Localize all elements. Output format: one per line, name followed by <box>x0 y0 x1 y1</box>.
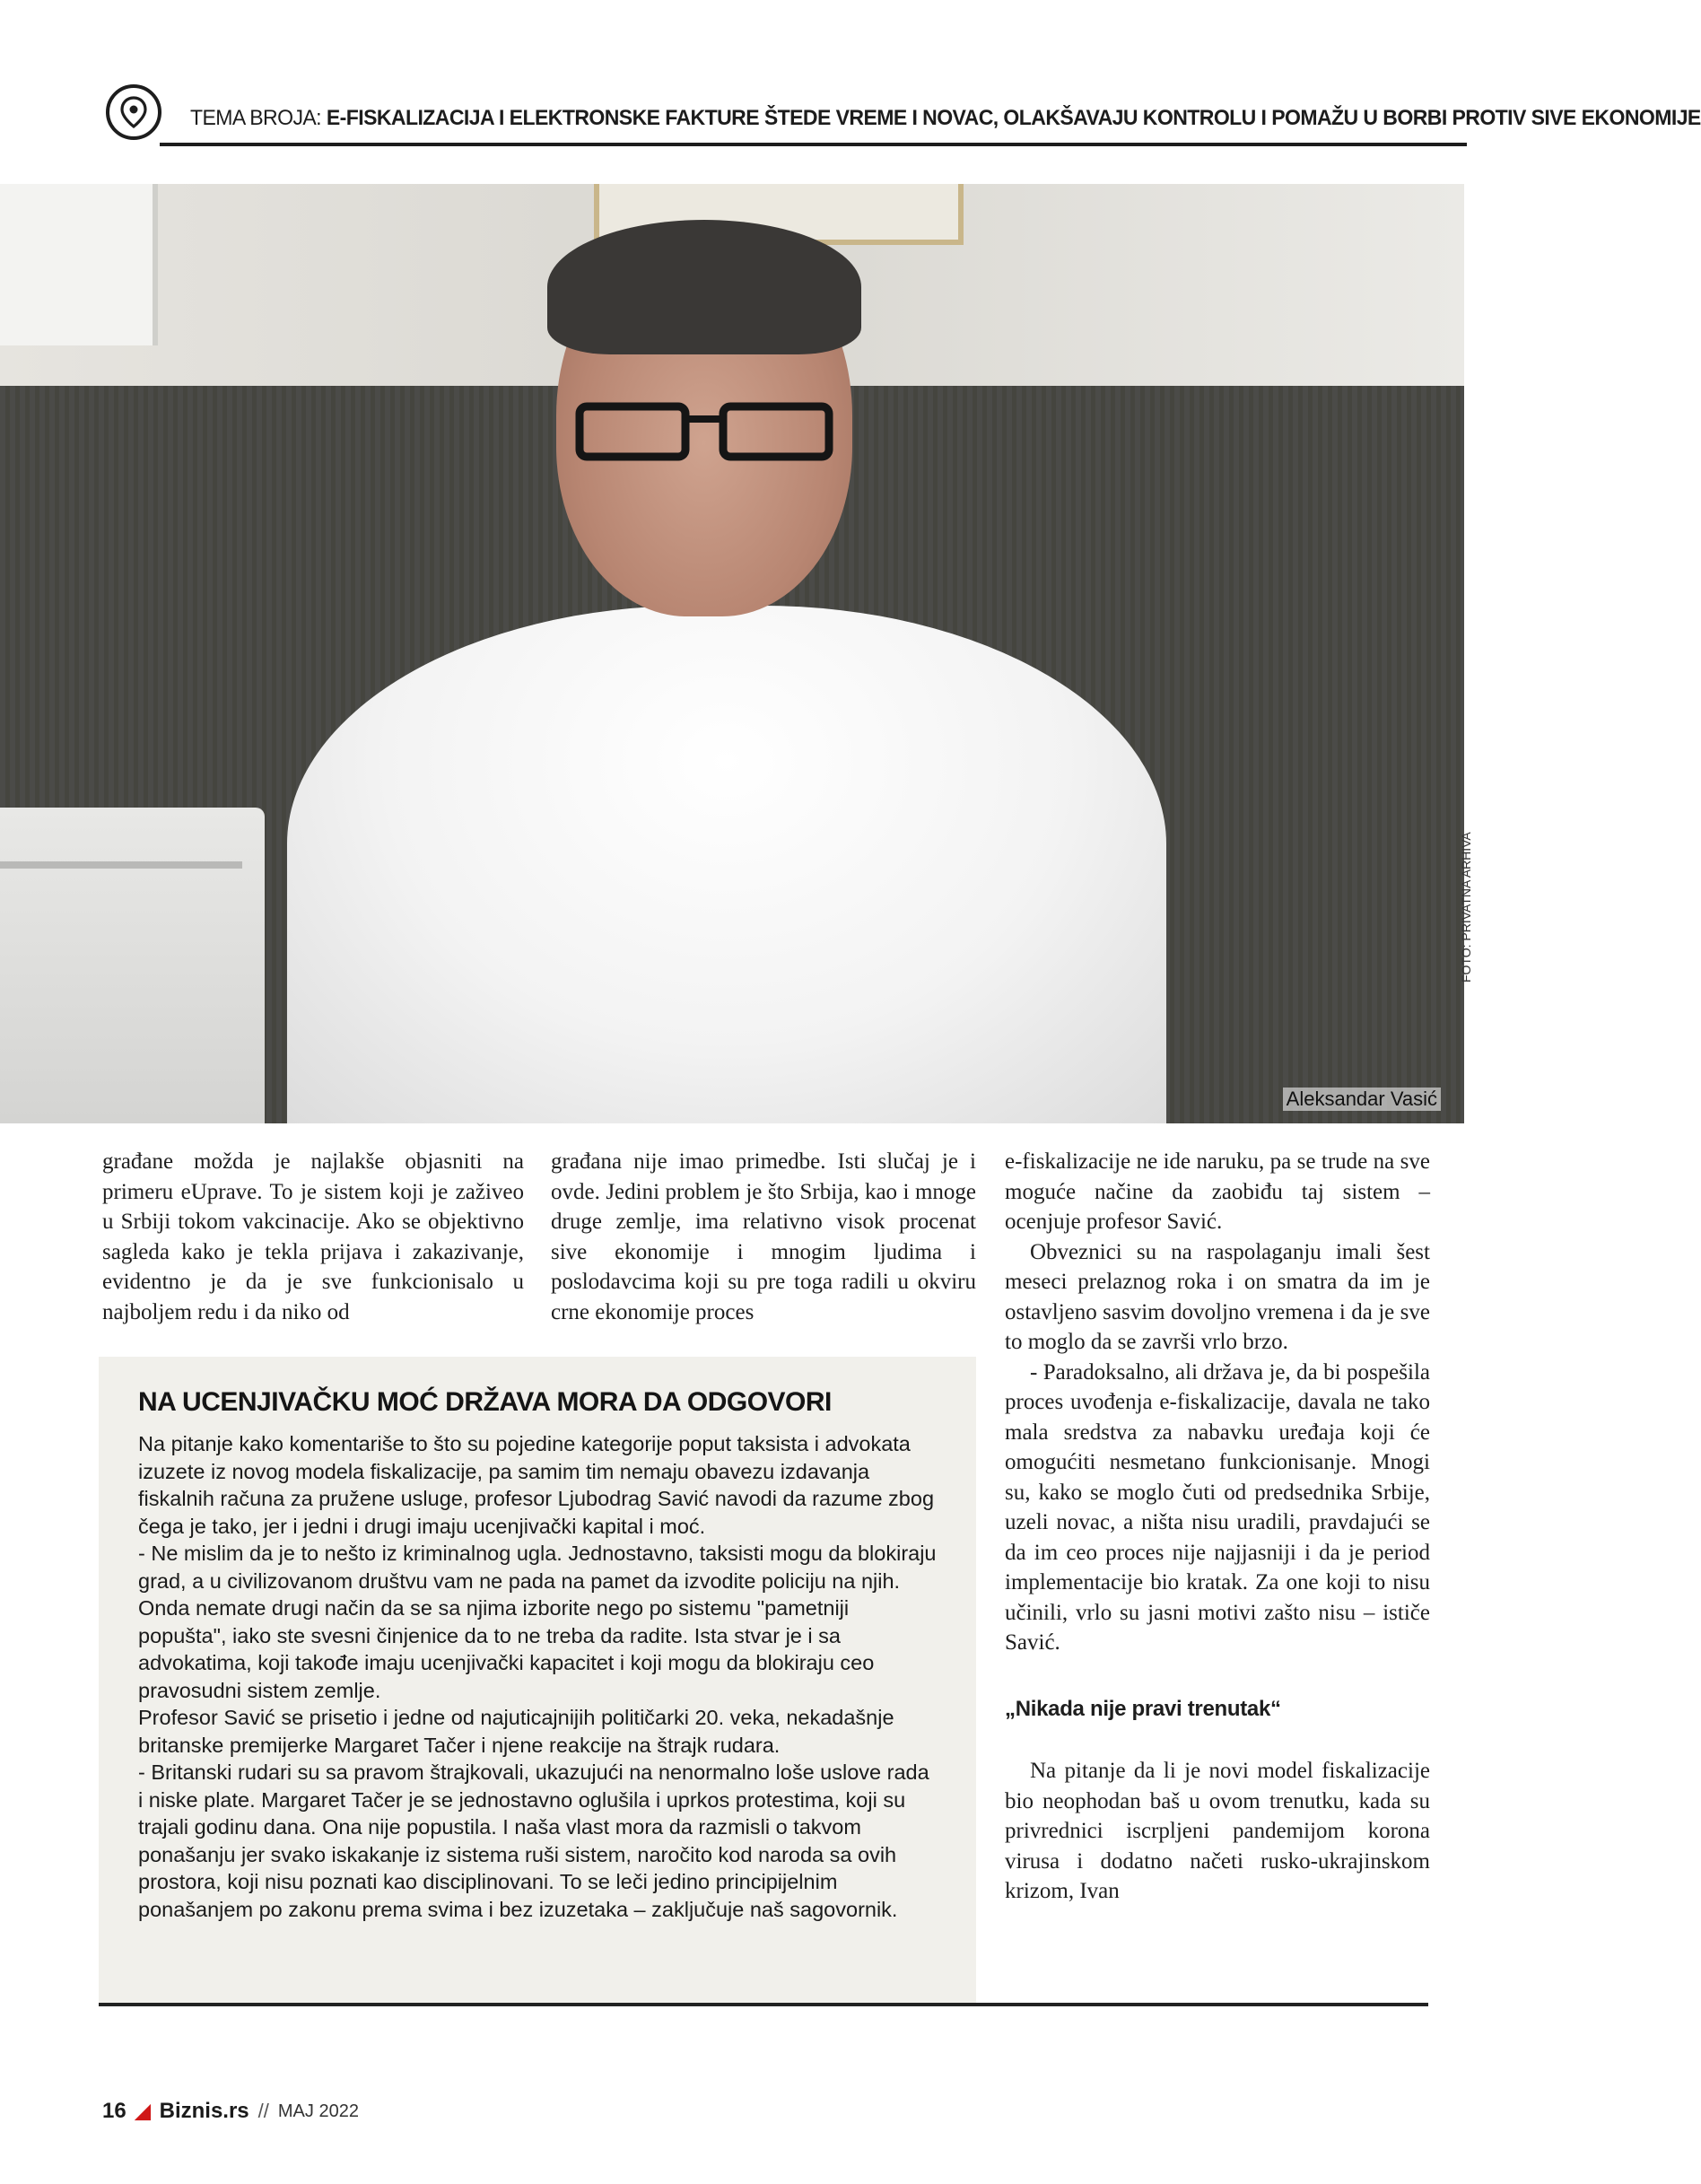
footer-separator: // <box>257 2100 269 2122</box>
section-title: E-FISKALIZACIJA I ELEKTRONSKE FAKTURE ŠTEDE VREME I NOVAC, OLAKŠAVAJU KONTROLU I POMAŽU U BORBI PROTIV SIVE EKONOMIJE <box>326 106 1701 130</box>
article-column-2 <box>551 1147 976 1327</box>
box-body <box>138 1430 937 1923</box>
header-rule <box>160 143 1467 146</box>
paragraph: Na pitanje da li je novi model fiskalizacije bio neophodan baš u ovom trenutku, kada su privrednici iscrpljeni pandemijom korona virusa i dodatno načeti rusko-ukrajinskom krizom, Ivan <box>1005 1759 1430 1903</box>
article-column-1 <box>102 1147 524 1327</box>
subheading: „Nikada nije pravi trenutak“ <box>1005 1696 1281 1721</box>
box-title: NA UCENJIVAČKU MOĆ DRŽAVA MORA DA ODGOVORI <box>138 1387 832 1417</box>
box-paragraph: Na pitanje kako komentariše to što su pojedine kategorije poput taksista i advokata izuzete iz novog modela fiskalizacije, pa samim tim nemaju obavezu izdavanja fiskalnih računa za pružene usluge, profesor Ljubodrag Savić navodi da razume zbog čega je tako, jer i jedni i drugi imaju ucenjivački kapital i moć. <box>138 1432 935 1538</box>
page-footer <box>102 2099 359 2124</box>
logo-mark-icon: ◢ <box>135 2100 151 2122</box>
portrait-photo <box>0 184 1464 1123</box>
box-paragraph: - Britanski rudari su sa pravom štrajkovali, ukazujući na nenormalno loše uslove rada i niske plate. Margaret Tačer je se jednostavno oglušila i uprkos protestima, koji su trajali godinu dana. Ona nije popustila. I naša vlast mora da razmisli o takvom ponašanju jer svako iskakanje iz sistema ruši sistem, naročito kod naroda sa ovih prostora, koji nisu poznati kao disciplinovani. To se leči jedino principijelnim ponašanjem po zakonu prema svima i bez izuzetaka – zaključuje naš sagovornik. <box>138 1760 929 1921</box>
photo-caption: Aleksandar Vasić <box>1283 1088 1441 1111</box>
section-header <box>190 106 1701 131</box>
box-paragraph: - Ne mislim da je to nešto iz kriminalnog ugla. Jednostavno, taksisti mogu da blokiraju grad, a u civilizovanom društvu vam ne pada na pamet da izvodite policiju na njih. Onda nemate drugi način da se sa njima izborite nego po sistemu "pametniji popušta", iako ste svesni činjenice da to ne treba da radite. Ista stvar je i sa advokatima, koji takođe imaju ucenjivački kapacitet i koji mogu da blokiraju ceo pravosudni sistem zemlje. <box>138 1542 937 1702</box>
sidebar-box <box>99 1357 976 2005</box>
article-column-3 <box>1005 1147 1430 1907</box>
section-label: TEMA BROJA: <box>190 106 322 130</box>
location-pin-icon <box>106 84 161 140</box>
page-number: 16 <box>102 2099 126 2123</box>
paragraph: - Paradoksalno, ali država je, da bi pospešila proces uvođenja e-fiskalizacije, davala ne tako mala sredstva za nabavku uređaja koji će omogućiti nesmetano funkcionisanje. Mnogi su, kako se moglo čuti od predsednika Srbije, uzeli novac, a ništa nisu uradili, pravdajući se da im ceo proces nije najjasniji i da je period implementacije bio kratak. Za one koji to nisu učinili, vrlo su jasni motivi zašto nisu – ističe Savić. <box>1005 1359 1430 1655</box>
issue-date: MAJ 2022 <box>277 2101 359 2121</box>
paragraph: građana nije imao primedbe. Isti slučaj je i ovde. Jedini problem je što Srbija, kao i mnoge druge zemlje, ima relativno visok procenat sive ekonomije i mnogim ljudima i poslodavcima koji su pre toga radili u okviru crne ekonomije proces <box>551 1149 976 1324</box>
publication-logo: Biznis.rs <box>159 2099 249 2123</box>
box-bottom-rule <box>99 2003 1428 2006</box>
box-paragraph: Profesor Savić se prisetio i jedne od najuticajnijih političarki 20. veka, nekadašnje britanske premijerke Margaret Tačer i njene reakcije na štrajk rudara. <box>138 1706 894 1757</box>
paragraph: Obveznici su na raspolaganju imali šest meseci prelaznog roka i on smatra da im je ostavljeno sasvim dovoljno vremena i da je sve to moglo da se završi vrlo brzo. <box>1005 1239 1430 1354</box>
paragraph: građane možda je najlakše objasniti na primeru eUprave. To je sistem koji je zaživeo u Srbiji tokom vakcinacije. Ako se objektivno sagleda kako je tekla prijava i zakazivanje, evidentno je da je sve funkcionisalo u najboljem redu i da niko od <box>102 1149 524 1324</box>
paragraph: e-fiskalizacije ne ide naruku, pa se trude na sve moguće načine da zaobiđu taj sistem – ocenjuje profesor Savić. <box>1005 1149 1430 1234</box>
photo-credit: FOTO: PRIVATNA ARHIVA <box>1459 832 1473 983</box>
